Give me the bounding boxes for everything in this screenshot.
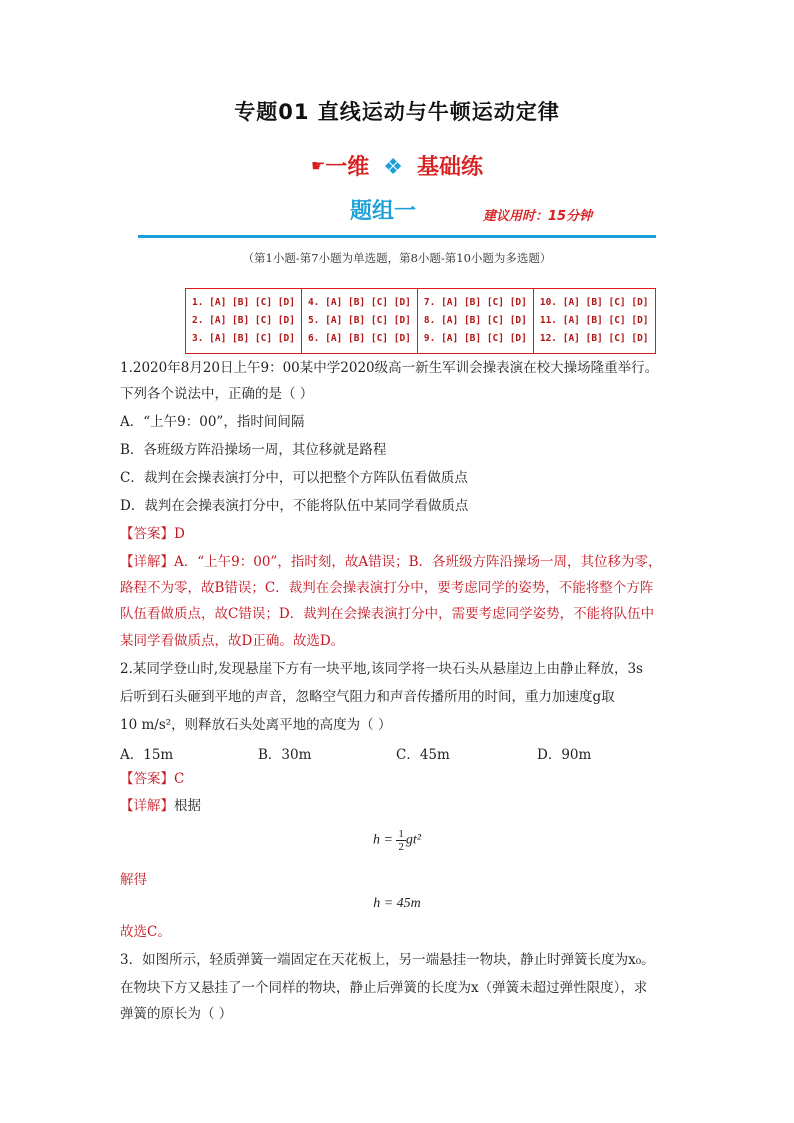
section-heading bbox=[0, 150, 794, 181]
group-title: 题组一 bbox=[350, 199, 417, 224]
q1-detail-line: 路程不为零，故B错误；C．裁判在会操表演打分中，要考虑同学的姿势，不能将整个方阵 bbox=[120, 580, 654, 596]
q1-option-d: D．裁判在会操表演打分中，不能将队伍中某同学看做质点 bbox=[120, 498, 469, 514]
q1-option-b: B．各班级方阵沿操场一周，其位移就是路程 bbox=[120, 442, 387, 458]
q2-detail-line bbox=[120, 796, 680, 816]
answer-column bbox=[533, 289, 655, 354]
q1-answer bbox=[120, 524, 680, 544]
fraction-numerator: 1 bbox=[398, 828, 404, 840]
q1-option-c: C．裁判在会操表演打分中，可以把整个方阵队伍看做质点 bbox=[120, 470, 468, 486]
q3-stem-line: 3．如图所示，轻质弹簧一端固定在天花板上，另一端悬挂一物块，静止时弹簧长度为x₀。 bbox=[120, 952, 655, 968]
answer-choice-row[interactable]: 9. [A] [B] [C] [D] bbox=[423, 333, 527, 344]
answer-choice-row[interactable]: 5. [A] [B] [C] [D] bbox=[307, 315, 411, 326]
q2-conclusion: 故选C。 bbox=[120, 924, 171, 940]
answer-value: C bbox=[174, 771, 185, 787]
answer-choice-row[interactable]: 10. [A] [B] [C] [D] bbox=[539, 297, 649, 308]
q3-stem-line: 在物块下方又悬挂了一个同样的物块，静止后弹簧的长度为x（弹簧未超过弹性限度），求 bbox=[120, 980, 648, 996]
q2-option-d: D．90m bbox=[537, 747, 592, 763]
formula-fraction bbox=[396, 828, 406, 853]
q1-detail-line: 队伍看做质点，故C错误；D．裁判在会操表演打分中，需要考虑同学姿势，不能将队伍中 bbox=[120, 606, 655, 622]
answer-choice-row[interactable]: 2. [A] [B] [C] [D] bbox=[192, 315, 295, 326]
q1-option-a: A．“上午9：00”，指时间间隔 bbox=[120, 414, 305, 430]
q2-stem-line: 后听到石头砸到平地的声音，忽略空气阻力和声音传播所用的时间，重力加速度g取 bbox=[120, 689, 615, 705]
answer-sheet-grid bbox=[185, 288, 656, 354]
detail-label: 【详解】 bbox=[120, 554, 174, 570]
suggested-time: 建议用时：15分钟 bbox=[483, 209, 593, 224]
q2-answer bbox=[120, 769, 680, 789]
formula-rhs: gt² bbox=[405, 832, 422, 848]
q2-option-c: C．45m bbox=[396, 747, 450, 763]
section-label-left: 一维 bbox=[325, 155, 370, 180]
detail-text: 根据 bbox=[174, 798, 201, 814]
answer-choice-row[interactable]: 1. [A] [B] [C] [D] bbox=[192, 297, 295, 308]
answer-choice-row[interactable]: 4. [A] [B] [C] [D] bbox=[307, 297, 411, 308]
fraction-denominator: 2 bbox=[398, 841, 404, 853]
q2-option-b: B．30m bbox=[258, 747, 312, 763]
answer-column bbox=[301, 289, 417, 354]
q1-stem-line: 1.2020年8月20日上午9：00某中学2020级高一新生军训会操表演在校大操场隆重举行。 bbox=[120, 360, 659, 376]
divider bbox=[138, 235, 656, 238]
q1-detail-line: 某同学看做质点，故D正确。故选D。 bbox=[120, 633, 345, 649]
diamond-icon: ❖ bbox=[383, 155, 404, 180]
q1-stem-line: 下列各个说法中，正确的是（ ） bbox=[120, 386, 314, 402]
q2-solve-label: 解得 bbox=[120, 872, 147, 888]
pointer-icon: ☛ bbox=[310, 156, 326, 175]
formula-result: h = 45m bbox=[373, 896, 421, 911]
answer-column bbox=[417, 289, 533, 354]
formula-free-fall bbox=[0, 828, 794, 853]
q2-stem-line: 10 m/s²，则释放石头处离平地的高度为（ ） bbox=[120, 717, 392, 733]
answer-choice-row[interactable]: 8. [A] [B] [C] [D] bbox=[423, 315, 527, 326]
q2-option-a: A．15m bbox=[120, 747, 174, 763]
answer-value: D bbox=[174, 526, 185, 542]
detail-label: 【详解】 bbox=[120, 798, 174, 814]
answer-choice-row[interactable]: 3. [A] [B] [C] [D] bbox=[192, 333, 295, 344]
page-title: 专题01 直线运动与牛顿运动定律 bbox=[234, 100, 560, 124]
detail-text: A．“上午9：00”，指时刻，故A错误；B．各班级方阵沿操场一周，其位移为零， bbox=[174, 554, 662, 570]
q3-stem-line: 弹簧的原长为（ ） bbox=[120, 1006, 233, 1022]
answer-column bbox=[186, 289, 302, 354]
answer-choice-row[interactable]: 6. [A] [B] [C] [D] bbox=[307, 333, 411, 344]
question-type-note: （第1小题-第7小题为单选题，第8小题-第10小题为多选题） bbox=[242, 251, 552, 265]
answer-label: 【答案】 bbox=[120, 526, 174, 542]
formula-lhs: h = bbox=[372, 832, 397, 848]
answer-choice-row[interactable]: 7. [A] [B] [C] [D] bbox=[423, 297, 527, 308]
section-label-right: 基础练 bbox=[417, 155, 484, 180]
answer-choice-row[interactable]: 11. [A] [B] [C] [D] bbox=[539, 315, 649, 326]
answer-label: 【答案】 bbox=[120, 771, 174, 787]
answer-choice-row[interactable]: 12. [A] [B] [C] [D] bbox=[539, 333, 649, 344]
q1-detail-line bbox=[120, 552, 680, 572]
q2-stem-line: 2.某同学登山时,发现悬崖下方有一块平地,该同学将一块石头从悬崖边上由静止释放，3s bbox=[120, 661, 643, 677]
